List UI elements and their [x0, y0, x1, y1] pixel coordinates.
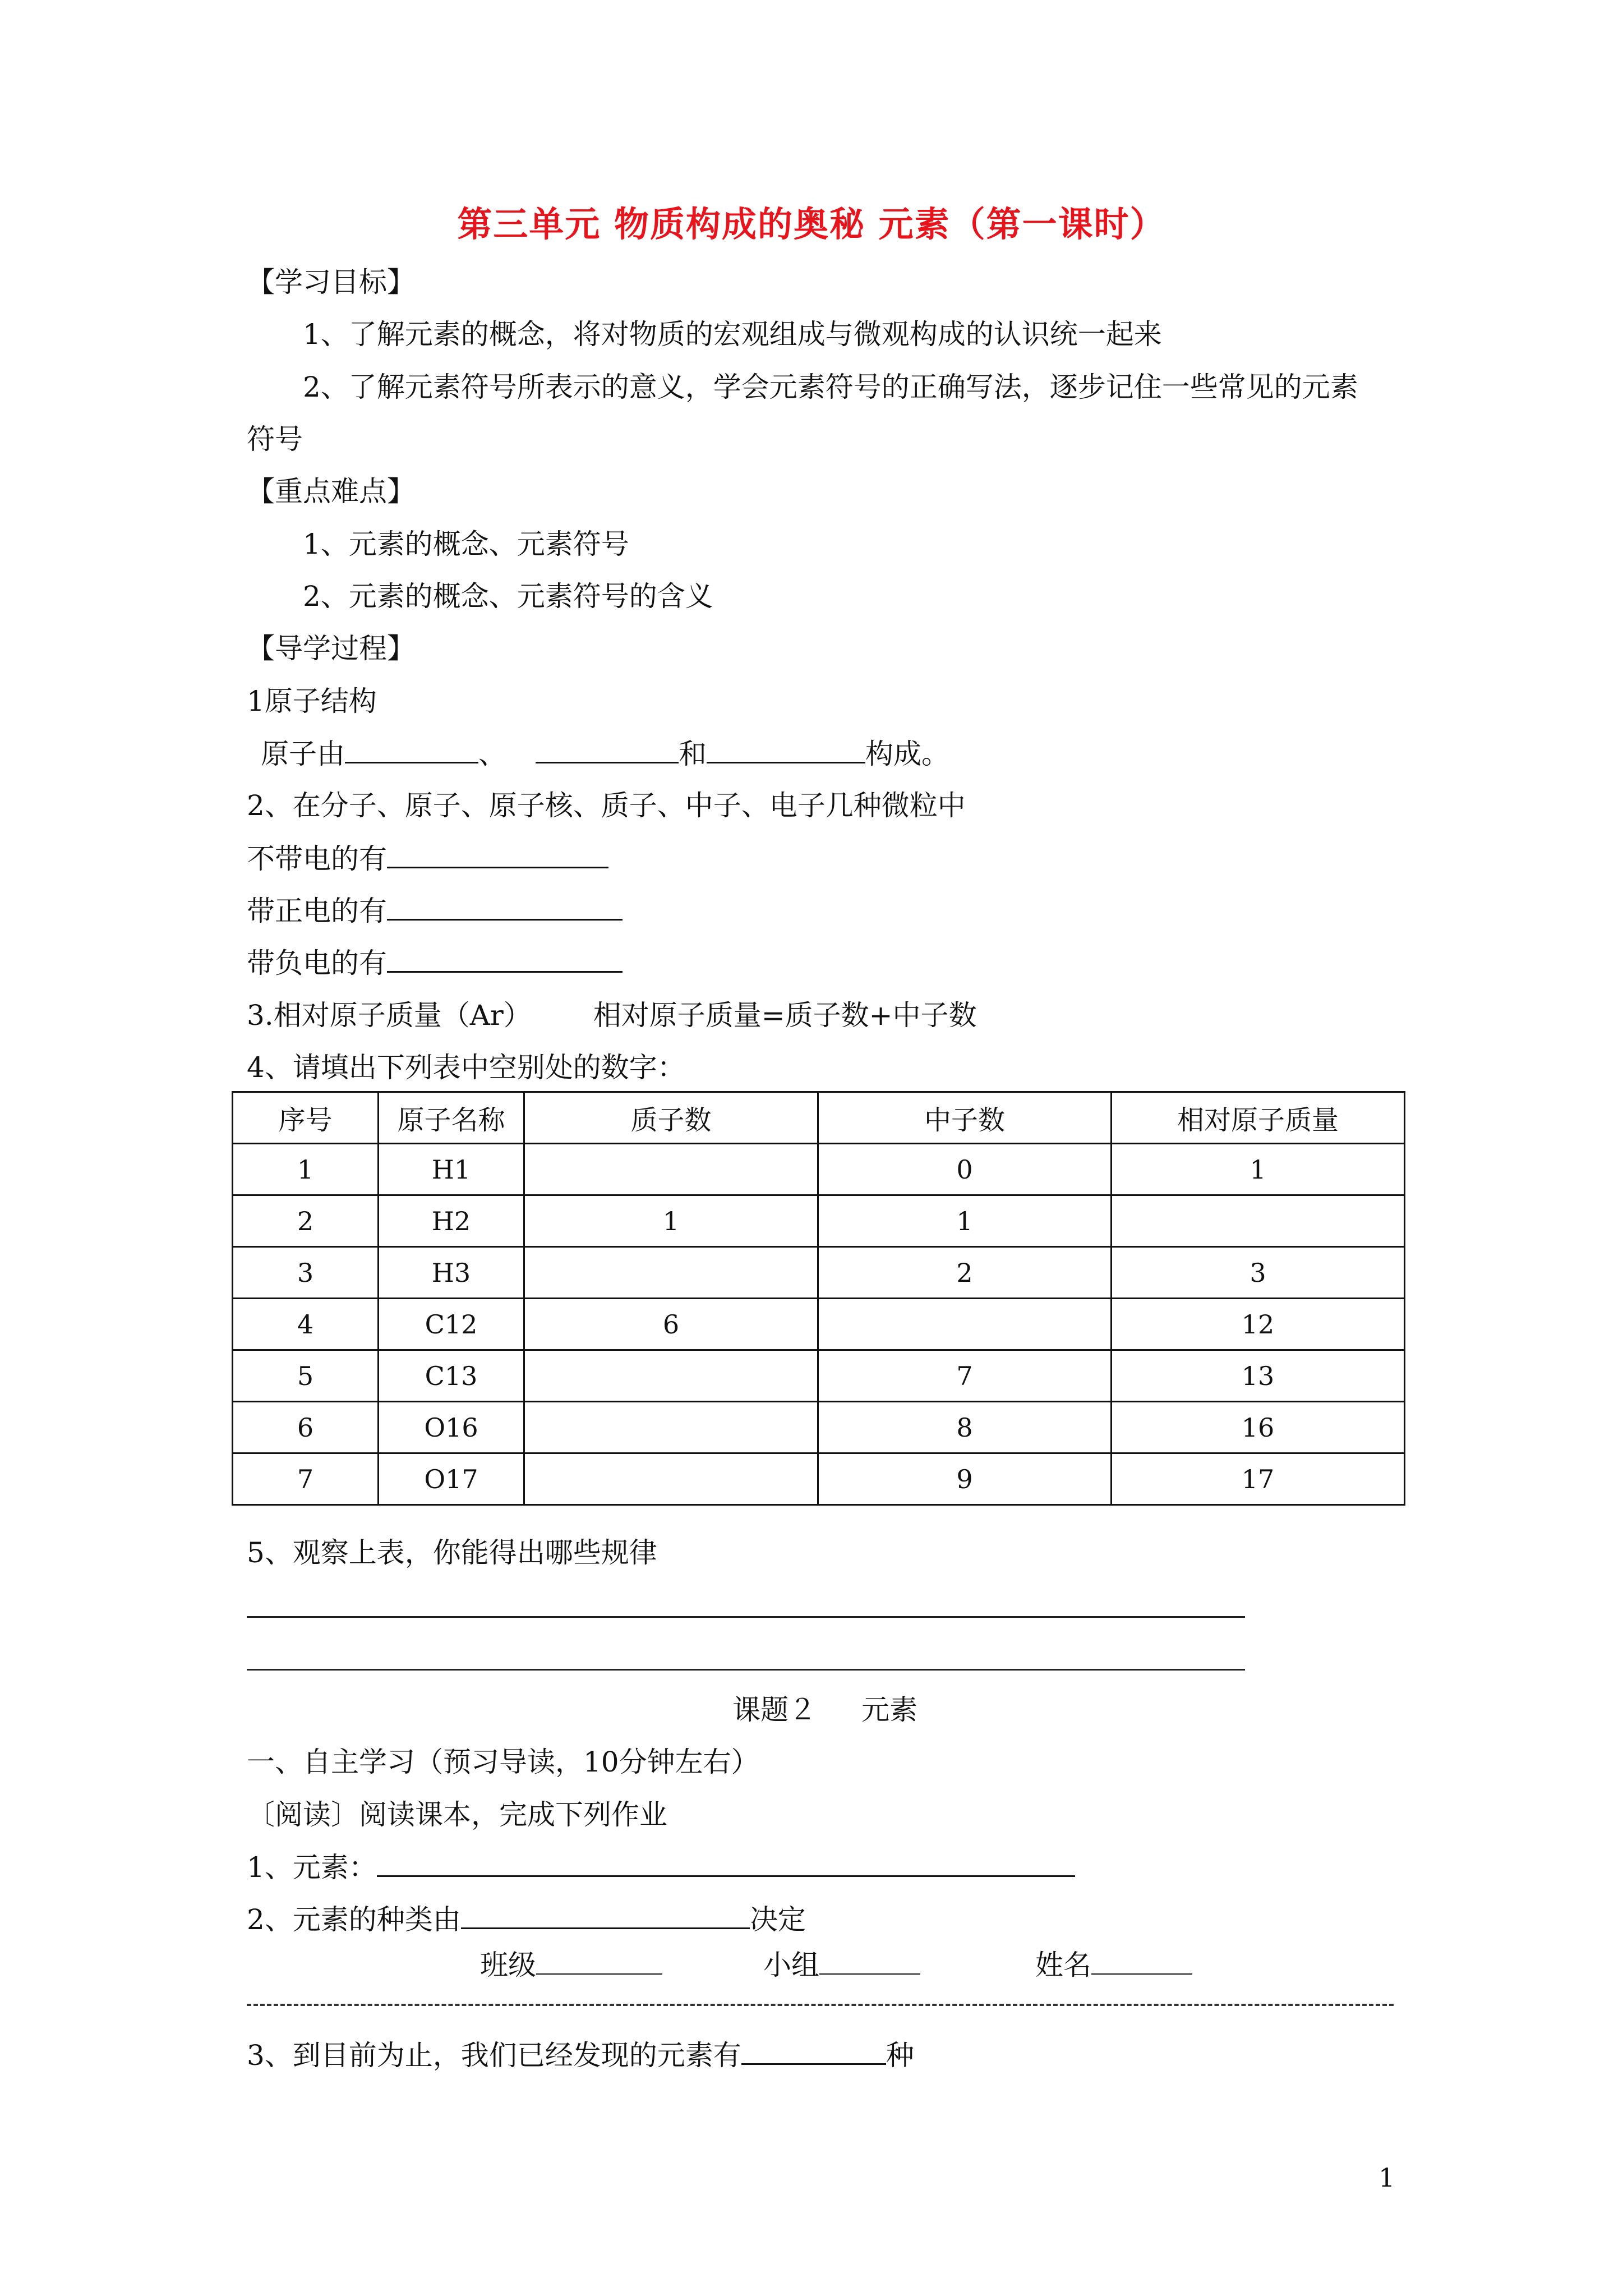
cell-index: 1	[233, 1144, 379, 1195]
objective-1: 1、了解元素的概念，将对物质的宏观组成与微观构成的认识统一起来	[303, 318, 1162, 351]
read-instruction: 〔阅读〕阅读课本，完成下列作业	[247, 1798, 667, 1831]
q3-line	[247, 996, 977, 1035]
cell-neutrons: 8	[818, 1402, 1112, 1453]
cell-atom-name: H1	[379, 1144, 524, 1195]
cell-relative-mass: 17	[1112, 1453, 1405, 1505]
cell-relative-mass: 1	[1112, 1144, 1405, 1195]
q1-sep-2: 和	[679, 738, 707, 770]
q2-title: 2、在分子、原子、原子核、质子、中子、电子几种微粒中	[247, 789, 966, 822]
lesson2-heading	[732, 1690, 917, 1729]
cell-neutrons: 7	[818, 1350, 1112, 1402]
header-neutrons: 中子数	[818, 1092, 1112, 1144]
cell-index: 2	[233, 1195, 379, 1247]
table-row	[233, 1402, 1405, 1453]
header-atom-name: 原子名称	[379, 1092, 524, 1144]
class-label: 班级	[480, 1949, 536, 1981]
q1-blank-3[interactable]	[707, 734, 865, 763]
page-number: 1	[1378, 2162, 1395, 2193]
q2-negative-line	[247, 943, 623, 983]
atom-table	[232, 1091, 1405, 1506]
group-blank[interactable]	[819, 1945, 920, 1975]
table-row	[233, 1144, 1405, 1195]
cell-index: 3	[233, 1247, 379, 1299]
q1-title: 1原子结构	[247, 685, 377, 717]
cell-atom-name: H2	[379, 1195, 524, 1247]
cell-relative-mass[interactable]	[1112, 1195, 1405, 1247]
table-row	[233, 1350, 1405, 1402]
header-index: 序号	[233, 1092, 379, 1144]
table-header-row	[233, 1092, 1405, 1144]
element-type-line	[247, 1899, 806, 1939]
lesson2-heading-b: 元素	[861, 1694, 917, 1726]
table-row	[233, 1453, 1405, 1505]
q2-neutral-blank[interactable]	[387, 839, 608, 868]
cell-index: 7	[233, 1453, 379, 1505]
elements-count-suffix: 种	[886, 2039, 914, 2072]
key-point-1: 1、元素的概念、元素符号	[303, 528, 629, 560]
cell-index: 4	[233, 1299, 379, 1350]
cell-index: 6	[233, 1402, 379, 1453]
q2-negative-label: 带负电的有	[247, 947, 387, 979]
cell-neutrons: 1	[818, 1195, 1112, 1247]
key-point-2: 2、元素的概念、元素符号的含义	[303, 580, 713, 613]
cell-protons[interactable]	[524, 1144, 818, 1195]
cell-atom-name: C13	[379, 1350, 524, 1402]
student-info-line	[480, 1945, 1192, 1985]
table-row	[233, 1247, 1405, 1299]
objective-2-line1: 2、了解元素符号所表示的意义，学会元素符号的正确写法，逐步记住一些常见的元素	[303, 371, 1358, 403]
q5-title: 5、观察上表，你能得出哪些规律	[247, 1536, 657, 1569]
table-row	[233, 1299, 1405, 1350]
cell-protons[interactable]	[524, 1350, 818, 1402]
cell-neutrons: 9	[818, 1453, 1112, 1505]
q3-right: 相对原子质量=质子数+中子数	[593, 999, 977, 1032]
element-definition-blank[interactable]	[377, 1847, 1075, 1877]
cell-index: 5	[233, 1350, 379, 1402]
objectives-heading: 【学习目标】	[247, 266, 415, 298]
cut-line	[247, 2004, 1394, 2006]
q1-fill-line	[261, 734, 949, 774]
name-label: 姓名	[1035, 1949, 1091, 1981]
q2-positive-blank[interactable]	[387, 891, 623, 921]
cell-atom-name: O16	[379, 1402, 524, 1453]
cell-neutrons: 0	[818, 1144, 1112, 1195]
cell-neutrons[interactable]	[818, 1299, 1112, 1350]
self-study-heading: 一、自主学习（预习导读，10分钟左右）	[247, 1746, 759, 1778]
cell-protons[interactable]	[524, 1247, 818, 1299]
q2-neutral-line	[247, 839, 608, 878]
cell-relative-mass: 16	[1112, 1402, 1405, 1453]
cell-atom-name: O17	[379, 1453, 524, 1505]
cell-protons[interactable]	[524, 1402, 818, 1453]
cell-atom-name: H3	[379, 1247, 524, 1299]
q2-positive-label: 带正电的有	[247, 895, 387, 927]
q2-negative-blank[interactable]	[387, 943, 623, 973]
header-protons: 质子数	[524, 1092, 818, 1144]
cell-relative-mass: 13	[1112, 1350, 1405, 1402]
q1-prefix: 原子由	[261, 738, 345, 770]
page-title: 第三单元 物质构成的奥秘 元素（第一课时）	[457, 204, 1166, 245]
name-blank[interactable]	[1091, 1945, 1192, 1975]
cell-relative-mass: 12	[1112, 1299, 1405, 1350]
elements-count-line	[247, 2035, 914, 2075]
q4-title: 4、请填出下列表中空别处的数字：	[247, 1051, 685, 1084]
group-label: 小组	[763, 1949, 819, 1981]
process-heading: 【导学过程】	[247, 632, 415, 665]
q2-neutral-label: 不带电的有	[247, 843, 387, 875]
header-relative-mass: 相对原子质量	[1112, 1092, 1405, 1144]
cell-protons: 6	[524, 1299, 818, 1350]
element-type-blank[interactable]	[461, 1899, 750, 1929]
objective-2-line2: 符号	[247, 423, 303, 455]
answer-line-1[interactable]	[247, 1616, 1245, 1618]
q1-sep-1: 、	[478, 738, 506, 770]
q3-left: 3.相对原子质量（Ar）	[247, 999, 532, 1032]
elements-count-prefix: 3、到目前为止，我们已经发现的元素有	[247, 2039, 741, 2072]
lesson2-heading-a: 课题２	[732, 1694, 817, 1726]
q1-blank-1[interactable]	[345, 734, 478, 763]
cell-neutrons: 2	[818, 1247, 1112, 1299]
cell-protons[interactable]	[524, 1453, 818, 1505]
table-row	[233, 1195, 1405, 1247]
q1-blank-2[interactable]	[536, 734, 679, 763]
cell-atom-name: C12	[379, 1299, 524, 1350]
element-definition-line	[247, 1847, 1075, 1887]
key-points-heading: 【重点难点】	[247, 475, 415, 508]
q2-positive-line	[247, 891, 623, 931]
cell-relative-mass: 3	[1112, 1247, 1405, 1299]
element-type-suffix: 决定	[749, 1903, 806, 1936]
cell-protons: 1	[524, 1195, 818, 1247]
element-label: 1、元素：	[247, 1851, 377, 1884]
elements-count-blank[interactable]	[741, 2035, 886, 2065]
q1-suffix: 构成。	[865, 738, 949, 770]
class-blank[interactable]	[536, 1945, 662, 1975]
element-type-prefix: 2、元素的种类由	[247, 1903, 461, 1936]
answer-line-2[interactable]	[247, 1669, 1245, 1671]
